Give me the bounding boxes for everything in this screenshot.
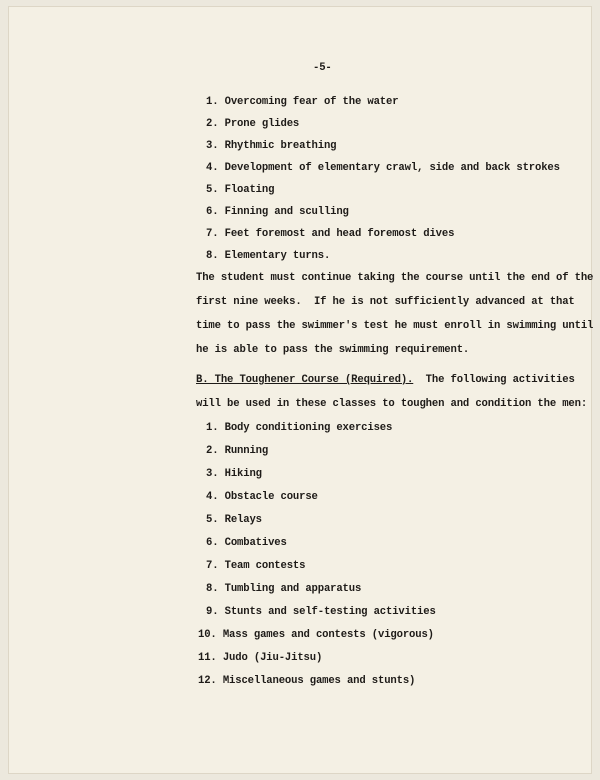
section-intro-line: will be used in these classes to toughen and condition the men: bbox=[196, 398, 588, 410]
paragraph-line: he is able to pass the swimming requirement. bbox=[196, 344, 470, 356]
list-item: 8. Elementary turns. bbox=[206, 250, 331, 262]
list-item: 11. Judo (Jiu-Jitsu) bbox=[198, 652, 323, 664]
list-item: 7. Feet foremost and head foremost dives bbox=[206, 228, 455, 240]
list-item: 6. Combatives bbox=[206, 537, 287, 549]
list-item: 6. Finning and sculling bbox=[206, 206, 349, 218]
list-item: 3. Rhythmic breathing bbox=[206, 140, 337, 152]
list-item: 4. Development of elementary crawl, side and back strokes bbox=[206, 162, 560, 174]
section-intro: The following activities bbox=[413, 374, 575, 386]
list-item: 5. Floating bbox=[206, 184, 275, 196]
list-item: 12. Miscellaneous games and stunts) bbox=[198, 675, 416, 687]
list-item: 1. Body conditioning exercises bbox=[206, 422, 393, 434]
paragraph-line: The student must continue taking the course until the end of the bbox=[196, 272, 594, 284]
list-item: 10. Mass games and contests (vigorous) bbox=[198, 629, 434, 641]
document-page bbox=[8, 6, 592, 774]
list-item: 7. Team contests bbox=[206, 560, 306, 572]
list-item: 2. Running bbox=[206, 445, 269, 457]
paragraph-line: first nine weeks. If he is not sufficiently advanced at that bbox=[196, 296, 575, 308]
list-item: 4. Obstacle course bbox=[206, 491, 318, 503]
list-item: 8. Tumbling and apparatus bbox=[206, 583, 362, 595]
section-heading: B. The Toughener Course (Required). bbox=[196, 374, 414, 386]
paragraph-line: time to pass the swimmer's test he must enroll in swimming until bbox=[196, 320, 594, 332]
list-item: 9. Stunts and self-testing activities bbox=[206, 606, 436, 618]
list-item: 3. Hiking bbox=[206, 468, 262, 480]
list-item: 2. Prone glides bbox=[206, 118, 300, 130]
section-heading-line bbox=[196, 374, 575, 386]
page-number: -5- bbox=[313, 62, 332, 74]
list-item: 5. Relays bbox=[206, 514, 262, 526]
list-item: 1. Overcoming fear of the water bbox=[206, 96, 399, 108]
